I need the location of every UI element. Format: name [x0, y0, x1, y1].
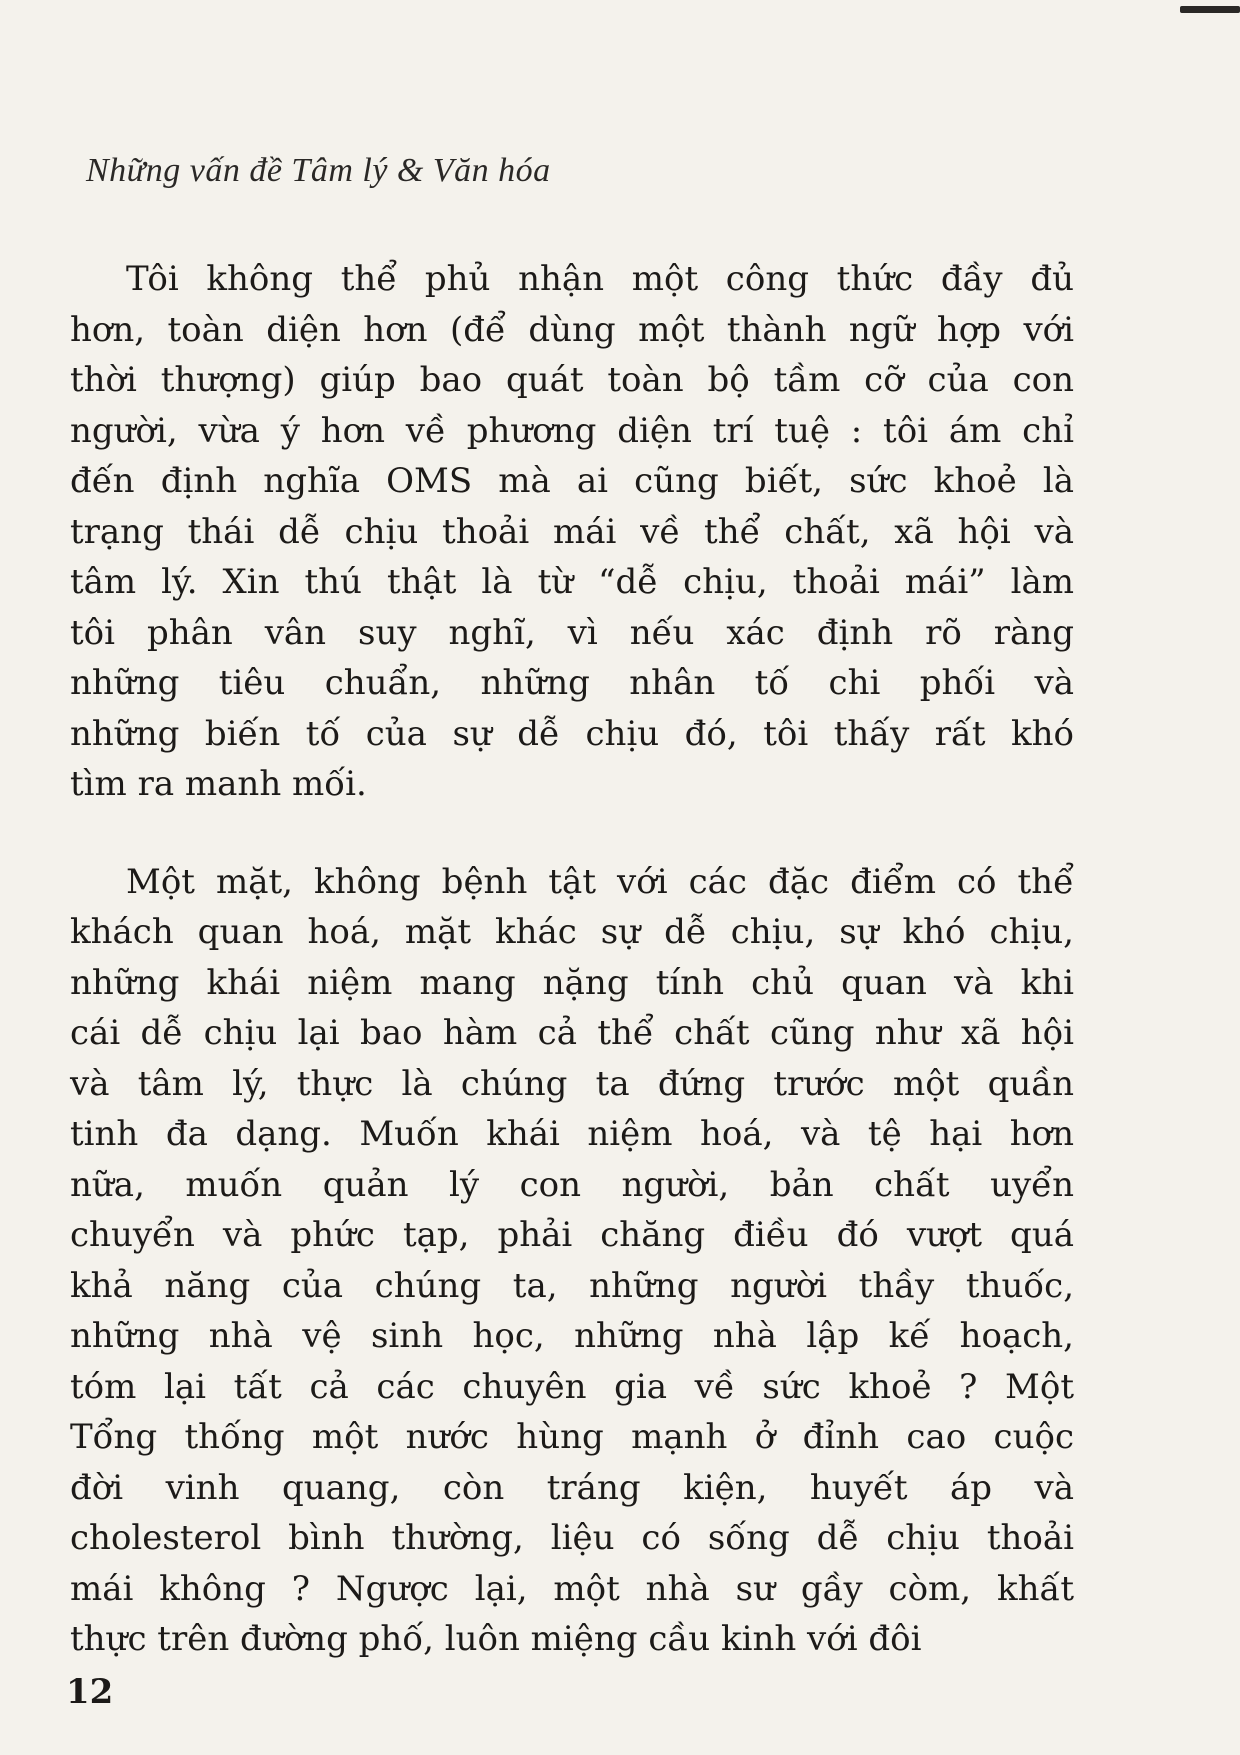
scan-edge-mark [1180, 6, 1240, 13]
text-line: trạng thái dễ chịu thoải mái về thể chất, xã hội và [70, 511, 1074, 552]
text-line: khả năng của chúng ta, những người thầy thuốc, [70, 1265, 1074, 1306]
text-line: người, vừa ý hơn về phương diện trí tuệ : tôi ám chỉ [70, 410, 1074, 451]
text-line: những khái niệm mang nặng tính chủ quan và khi [70, 962, 1074, 1003]
text-line: khách quan hoá, mặt khác sự dễ chịu, sự khó chịu, [70, 912, 1074, 952]
text-line: những tiêu chuẩn, những nhân tố chi phối và [70, 663, 1074, 703]
text-line: tinh đa dạng. Muốn khái niệm hoá, và tệ hại hơn [70, 1114, 1074, 1154]
text-line: Một mặt, không bệnh tật với các đặc điểm có thể [126, 861, 1074, 902]
text-line: tìm ra manh mối. [70, 764, 367, 804]
text-line: những biến tố của sự dễ chịu đó, tôi thấy rất khó [70, 713, 1074, 754]
text-line: thực trên đường phố, luôn miệng cầu kinh với đôi [70, 1619, 922, 1659]
text-line: tâm lý. Xin thú thật là từ “dễ chịu, thoải mái” làm [70, 562, 1074, 602]
text-line: cái dễ chịu lại bao hàm cả thể chất cũng như xã hội [70, 1013, 1074, 1053]
page-number: 12 [66, 1672, 114, 1712]
text-line: nữa, muốn quản lý con người, bản chất uyển [70, 1164, 1074, 1205]
running-header: Những vấn đề Tâm lý & Văn hóa [86, 152, 551, 189]
text-line: và tâm lý, thực là chúng ta đứng trước một quần [70, 1063, 1074, 1104]
text-line: mái không ? Ngược lại, một nhà sư gầy còm, khất [70, 1568, 1074, 1609]
text-line: cholesterol bình thường, liệu có sống dễ chịu thoải [70, 1518, 1074, 1558]
text-line: thời thượng) giúp bao quát toàn bộ tầm cỡ của con [70, 360, 1074, 400]
text-line: tôi phân vân suy nghĩ, vì nếu xác định rõ ràng [70, 612, 1074, 653]
text-line: Tôi không thể phủ nhận một công thức đầy đủ [126, 259, 1074, 299]
text-line: chuyển và phức tạp, phải chăng điều đó vượt quá [70, 1215, 1074, 1255]
text-line: Tổng thống một nước hùng mạnh ở đỉnh cao cuộc [70, 1417, 1074, 1457]
text-line: đời vinh quang, còn tráng kiện, huyết áp và [70, 1467, 1074, 1508]
text-line: tóm lại tất cả các chuyên gia về sức khoẻ ? Một [70, 1366, 1074, 1407]
text-line: đến định nghĩa OMS mà ai cũng biết, sức khoẻ là [70, 461, 1074, 501]
text-line: hơn, toàn diện hơn (để dùng một thành ngữ hợp với [70, 309, 1074, 350]
text-line: những nhà vệ sinh học, những nhà lập kế hoạch, [70, 1316, 1074, 1356]
